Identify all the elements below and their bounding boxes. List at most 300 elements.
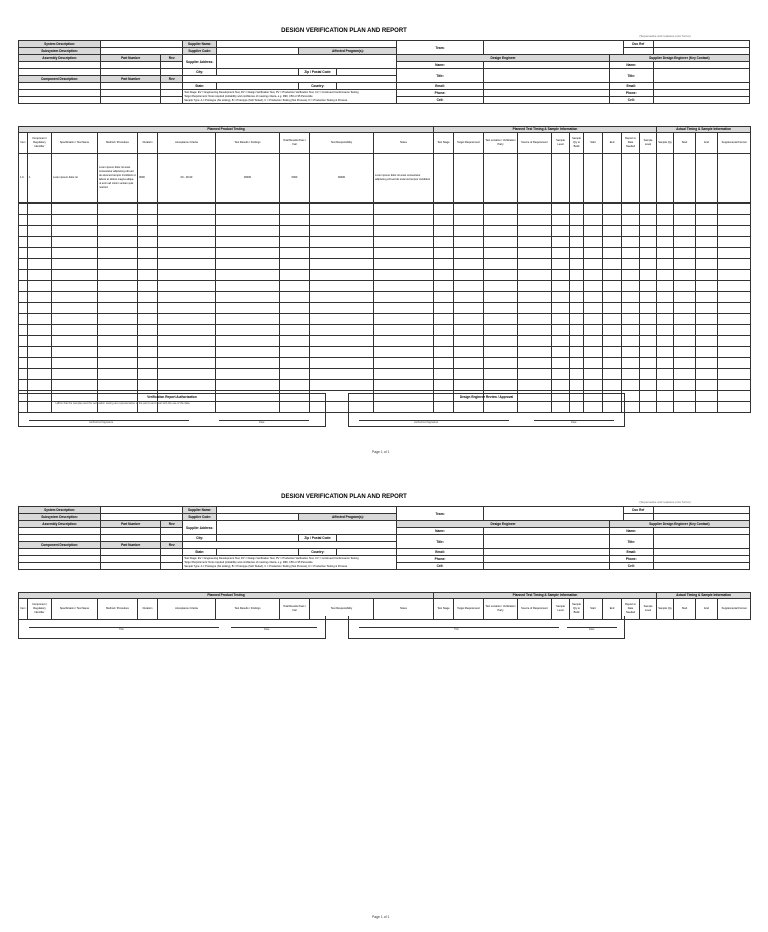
table-cell[interactable] [657, 336, 674, 347]
table-cell[interactable] [657, 402, 674, 413]
table-cell[interactable] [622, 270, 640, 281]
table-cell[interactable] [138, 237, 158, 248]
table-cell[interactable] [19, 204, 28, 215]
table-cell[interactable] [454, 259, 484, 270]
table-cell[interactable] [674, 325, 696, 336]
table-cell[interactable] [454, 226, 484, 237]
table-cell[interactable] [622, 248, 640, 259]
de-name-field[interactable] [483, 62, 609, 69]
table-cell[interactable] [518, 215, 552, 226]
component-part-field[interactable] [101, 549, 161, 556]
table-cell[interactable] [674, 402, 696, 413]
table-cell[interactable] [19, 347, 28, 358]
table-cell[interactable] [216, 226, 280, 237]
cell-empty[interactable] [518, 154, 552, 203]
table-cell[interactable] [718, 204, 751, 215]
table-cell[interactable] [674, 259, 696, 270]
table-cell[interactable] [640, 215, 657, 226]
table-cell[interactable] [434, 237, 454, 248]
table-cell[interactable] [158, 237, 216, 248]
table-cell[interactable] [552, 380, 570, 391]
table-cell[interactable] [158, 226, 216, 237]
table-cell[interactable] [584, 325, 603, 336]
table-cell[interactable] [374, 347, 434, 358]
zip-field[interactable] [337, 535, 397, 542]
p2-line-3[interactable] [359, 627, 559, 628]
component-desc-field-3[interactable] [19, 563, 101, 570]
assembly-desc-field[interactable] [19, 62, 101, 69]
table-cell[interactable] [718, 336, 751, 347]
se-title-field[interactable] [653, 69, 749, 83]
table-cell[interactable] [484, 281, 518, 292]
table-cell[interactable] [138, 347, 158, 358]
table-cell[interactable] [718, 215, 751, 226]
table-cell[interactable] [434, 226, 454, 237]
table-cell[interactable] [310, 347, 374, 358]
table-cell[interactable] [216, 215, 280, 226]
table-cell[interactable] [19, 248, 28, 259]
table-cell[interactable] [434, 303, 454, 314]
table-cell[interactable] [310, 325, 374, 336]
table-cell[interactable] [454, 347, 484, 358]
table-cell[interactable] [718, 358, 751, 369]
table-cell[interactable] [454, 369, 484, 380]
table-cell[interactable] [552, 270, 570, 281]
table-cell[interactable] [158, 270, 216, 281]
table-cell[interactable] [718, 314, 751, 325]
table-cell[interactable] [98, 358, 138, 369]
date-field[interactable] [653, 514, 749, 521]
table-cell[interactable] [570, 259, 584, 270]
table-cell[interactable] [570, 292, 584, 303]
table-cell[interactable] [98, 215, 138, 226]
table-cell[interactable] [518, 292, 552, 303]
table-cell[interactable] [570, 215, 584, 226]
table-cell[interactable] [98, 303, 138, 314]
table-cell[interactable] [98, 347, 138, 358]
table-cell[interactable] [640, 292, 657, 303]
table-cell[interactable] [52, 314, 98, 325]
table-cell[interactable] [484, 380, 518, 391]
table-cell[interactable] [640, 259, 657, 270]
table-cell[interactable] [138, 369, 158, 380]
component-desc-field-3[interactable] [19, 97, 101, 104]
component-desc-field-2[interactable] [19, 556, 101, 563]
table-cell[interactable] [696, 215, 718, 226]
table-cell[interactable] [216, 270, 280, 281]
table-cell[interactable] [52, 325, 98, 336]
table-cell[interactable] [454, 270, 484, 281]
table-cell[interactable] [374, 303, 434, 314]
table-cell[interactable] [138, 248, 158, 259]
table-cell[interactable] [28, 303, 52, 314]
cell-test-responsibility[interactable]: 00000 [310, 154, 374, 203]
table-cell[interactable] [310, 237, 374, 248]
table-cell[interactable] [657, 358, 674, 369]
table-cell[interactable] [374, 281, 434, 292]
table-cell[interactable] [570, 336, 584, 347]
table-cell[interactable] [28, 237, 52, 248]
table-cell[interactable] [518, 237, 552, 248]
table-cell[interactable] [280, 248, 310, 259]
table-cell[interactable] [718, 270, 751, 281]
table-cell[interactable] [158, 292, 216, 303]
table-cell[interactable] [280, 226, 310, 237]
table-cell[interactable] [310, 226, 374, 237]
table-cell[interactable] [584, 259, 603, 270]
table-cell[interactable] [434, 336, 454, 347]
table-cell[interactable] [216, 292, 280, 303]
table-cell[interactable] [19, 259, 28, 270]
table-cell[interactable] [28, 292, 52, 303]
table-cell[interactable] [434, 204, 454, 215]
table-cell[interactable] [603, 369, 622, 380]
component-rev-field-2[interactable] [161, 556, 183, 563]
address-line-field[interactable] [183, 542, 397, 549]
table-cell[interactable] [434, 314, 454, 325]
table-cell[interactable] [138, 281, 158, 292]
table-cell[interactable] [28, 204, 52, 215]
table-cell[interactable] [52, 292, 98, 303]
table-cell[interactable] [28, 270, 52, 281]
table-cell[interactable] [603, 226, 622, 237]
table-cell[interactable] [603, 237, 622, 248]
table-cell[interactable] [158, 347, 216, 358]
table-cell[interactable] [570, 237, 584, 248]
cell-empty[interactable] [622, 154, 640, 203]
table-cell[interactable] [552, 237, 570, 248]
table-cell[interactable] [19, 336, 28, 347]
table-cell[interactable] [603, 336, 622, 347]
table-cell[interactable] [19, 215, 28, 226]
table-cell[interactable] [19, 314, 28, 325]
table-cell[interactable] [584, 314, 603, 325]
table-cell[interactable] [374, 358, 434, 369]
table-cell[interactable] [622, 226, 640, 237]
table-cell[interactable] [216, 303, 280, 314]
table-cell[interactable] [674, 380, 696, 391]
table-cell[interactable] [622, 314, 640, 325]
table-cell[interactable] [434, 380, 454, 391]
supplier-code-field[interactable] [217, 514, 299, 521]
table-cell[interactable] [28, 358, 52, 369]
table-cell[interactable] [718, 259, 751, 270]
component-desc-field[interactable] [19, 83, 101, 90]
table-cell[interactable] [518, 259, 552, 270]
table-cell[interactable] [622, 336, 640, 347]
table-cell[interactable] [603, 215, 622, 226]
table-cell[interactable] [374, 237, 434, 248]
table-cell[interactable] [434, 358, 454, 369]
table-cell[interactable] [718, 237, 751, 248]
table-cell[interactable] [98, 314, 138, 325]
table-cell[interactable] [310, 314, 374, 325]
table-cell[interactable] [310, 281, 374, 292]
table-cell[interactable] [696, 303, 718, 314]
table-cell[interactable] [434, 215, 454, 226]
table-cell[interactable] [674, 369, 696, 380]
table-cell[interactable] [696, 226, 718, 237]
table-cell[interactable] [434, 292, 454, 303]
table-cell[interactable] [484, 336, 518, 347]
cell-empty[interactable] [657, 154, 674, 203]
table-cell[interactable] [640, 380, 657, 391]
table-cell[interactable] [158, 259, 216, 270]
table-cell[interactable] [640, 303, 657, 314]
table-cell[interactable] [52, 369, 98, 380]
table-cell[interactable] [280, 369, 310, 380]
table-cell[interactable] [696, 204, 718, 215]
table-cell[interactable] [484, 215, 518, 226]
table-cell[interactable] [674, 204, 696, 215]
table-cell[interactable] [640, 226, 657, 237]
table-cell[interactable] [19, 281, 28, 292]
table-cell[interactable] [28, 336, 52, 347]
table-cell[interactable] [52, 215, 98, 226]
table-cell[interactable] [374, 369, 434, 380]
table-cell[interactable] [158, 380, 216, 391]
table-cell[interactable] [674, 292, 696, 303]
table-cell[interactable] [484, 237, 518, 248]
city-field[interactable] [217, 69, 299, 76]
table-cell[interactable] [374, 314, 434, 325]
table-cell[interactable] [98, 336, 138, 347]
table-cell[interactable] [216, 314, 280, 325]
cell-duration[interactable]: 0000 [138, 154, 158, 203]
table-cell[interactable] [657, 369, 674, 380]
table-cell[interactable] [603, 325, 622, 336]
component-desc-field-2[interactable] [19, 90, 101, 97]
table-cell[interactable] [434, 347, 454, 358]
assembly-part-field-2[interactable] [101, 535, 161, 542]
assembly-rev-field-2[interactable] [161, 69, 183, 76]
table-cell[interactable] [52, 270, 98, 281]
p2-line-2[interactable] [231, 627, 317, 628]
table-cell[interactable] [552, 281, 570, 292]
table-cell[interactable] [98, 270, 138, 281]
se-title-field[interactable] [653, 535, 749, 549]
se-name-field[interactable] [653, 528, 749, 535]
table-cell[interactable] [570, 270, 584, 281]
table-cell[interactable] [640, 391, 657, 402]
table-cell[interactable] [310, 248, 374, 259]
table-cell[interactable] [138, 380, 158, 391]
table-cell[interactable] [138, 325, 158, 336]
cell-empty[interactable] [640, 154, 657, 203]
table-cell[interactable] [657, 391, 674, 402]
table-cell[interactable] [696, 259, 718, 270]
table-cell[interactable] [696, 336, 718, 347]
table-cell[interactable] [98, 237, 138, 248]
table-cell[interactable] [570, 226, 584, 237]
table-cell[interactable] [310, 369, 374, 380]
table-cell[interactable] [454, 358, 484, 369]
table-cell[interactable] [718, 402, 751, 413]
table-cell[interactable] [674, 237, 696, 248]
table-cell[interactable] [657, 303, 674, 314]
table-cell[interactable] [640, 369, 657, 380]
table-cell[interactable] [584, 292, 603, 303]
table-cell[interactable] [570, 358, 584, 369]
doc-ref-field[interactable] [653, 507, 749, 514]
table-cell[interactable] [584, 358, 603, 369]
table-cell[interactable] [622, 281, 640, 292]
table-cell[interactable] [603, 314, 622, 325]
table-cell[interactable] [622, 325, 640, 336]
table-cell[interactable] [552, 303, 570, 314]
table-cell[interactable] [28, 369, 52, 380]
de-phone-field[interactable] [483, 90, 609, 97]
table-cell[interactable] [374, 270, 434, 281]
table-cell[interactable] [52, 358, 98, 369]
table-cell[interactable] [603, 347, 622, 358]
assembly-desc-field-2[interactable] [19, 69, 101, 76]
de-title-field[interactable] [483, 535, 609, 549]
table-cell[interactable] [310, 270, 374, 281]
table-cell[interactable] [484, 369, 518, 380]
table-cell[interactable] [657, 347, 674, 358]
table-cell[interactable] [570, 347, 584, 358]
country-field[interactable] [337, 83, 397, 90]
table-cell[interactable] [310, 336, 374, 347]
table-cell[interactable] [696, 314, 718, 325]
table-cell[interactable] [52, 204, 98, 215]
table-cell[interactable] [570, 314, 584, 325]
table-cell[interactable] [674, 358, 696, 369]
cell-pass-fail[interactable]: 0000 [280, 154, 310, 203]
table-cell[interactable] [584, 347, 603, 358]
table-cell[interactable] [216, 325, 280, 336]
table-cell[interactable] [484, 292, 518, 303]
table-cell[interactable] [657, 314, 674, 325]
table-cell[interactable] [138, 292, 158, 303]
table-cell[interactable] [310, 204, 374, 215]
table-cell[interactable] [640, 336, 657, 347]
table-cell[interactable] [603, 281, 622, 292]
table-cell[interactable] [696, 391, 718, 402]
table-cell[interactable] [434, 259, 454, 270]
table-cell[interactable] [434, 325, 454, 336]
table-cell[interactable] [657, 292, 674, 303]
table-cell[interactable] [98, 292, 138, 303]
table-cell[interactable] [310, 303, 374, 314]
table-cell[interactable] [552, 215, 570, 226]
table-cell[interactable] [19, 237, 28, 248]
table-cell[interactable] [484, 347, 518, 358]
table-cell[interactable] [584, 270, 603, 281]
table-cell[interactable] [622, 215, 640, 226]
table-cell[interactable] [484, 248, 518, 259]
table-cell[interactable] [603, 303, 622, 314]
table-cell[interactable] [374, 215, 434, 226]
table-cell[interactable] [138, 358, 158, 369]
table-cell[interactable] [280, 215, 310, 226]
table-cell[interactable] [98, 248, 138, 259]
table-cell[interactable] [657, 226, 674, 237]
supplier-address-field[interactable] [217, 521, 397, 535]
table-cell[interactable] [52, 237, 98, 248]
assembly-part-field[interactable] [101, 528, 161, 535]
table-cell[interactable] [138, 204, 158, 215]
table-cell[interactable] [98, 259, 138, 270]
table-cell[interactable] [674, 303, 696, 314]
table-cell[interactable] [518, 336, 552, 347]
table-cell[interactable] [28, 259, 52, 270]
table-cell[interactable] [718, 347, 751, 358]
table-cell[interactable] [28, 226, 52, 237]
cell-method[interactable]: Lorem ipsum dolor sit amet consectetur adipiscing elit sed do eiusmod tempor incididunt ut labore et dolore magna aliqua ut enim ad minim veniam quis nostrud [98, 154, 138, 203]
table-cell[interactable] [454, 336, 484, 347]
table-cell[interactable] [19, 303, 28, 314]
table-cell[interactable] [28, 314, 52, 325]
table-cell[interactable] [138, 314, 158, 325]
table-cell[interactable] [570, 325, 584, 336]
table-cell[interactable] [19, 369, 28, 380]
table-cell[interactable] [518, 281, 552, 292]
table-cell[interactable] [216, 237, 280, 248]
table-cell[interactable] [28, 347, 52, 358]
subsystem-desc-field[interactable] [101, 514, 183, 521]
supplier-code-field[interactable] [217, 48, 299, 55]
doc-ref-field[interactable] [653, 41, 749, 48]
table-cell[interactable] [570, 248, 584, 259]
table-cell[interactable] [280, 303, 310, 314]
table-cell[interactable] [454, 380, 484, 391]
de-name-field[interactable] [483, 528, 609, 535]
table-cell[interactable] [518, 369, 552, 380]
table-cell[interactable] [622, 303, 640, 314]
cell-empty[interactable] [603, 154, 622, 203]
table-cell[interactable] [584, 281, 603, 292]
table-cell[interactable] [280, 380, 310, 391]
team-field[interactable] [483, 41, 623, 55]
table-cell[interactable] [310, 215, 374, 226]
de-cell-field[interactable] [483, 563, 609, 570]
table-cell[interactable] [434, 369, 454, 380]
table-cell[interactable] [584, 380, 603, 391]
table-cell[interactable] [19, 226, 28, 237]
cell-empty[interactable] [552, 154, 570, 203]
assembly-rev-field-2[interactable] [161, 535, 183, 542]
table-cell[interactable] [603, 270, 622, 281]
table-cell[interactable] [52, 347, 98, 358]
table-cell[interactable] [28, 380, 52, 391]
table-cell[interactable] [622, 204, 640, 215]
component-rev-field-2[interactable] [161, 90, 183, 97]
table-cell[interactable] [674, 391, 696, 402]
table-cell[interactable] [696, 281, 718, 292]
cell-empty[interactable] [570, 154, 584, 203]
table-cell[interactable] [696, 325, 718, 336]
table-cell[interactable] [138, 270, 158, 281]
component-rev-field-3[interactable] [161, 563, 183, 570]
table-cell[interactable] [454, 248, 484, 259]
table-cell[interactable] [216, 248, 280, 259]
table-cell[interactable] [696, 347, 718, 358]
assembly-rev-field[interactable] [161, 62, 183, 69]
de-email-field[interactable] [483, 549, 609, 556]
table-cell[interactable] [570, 380, 584, 391]
state-field[interactable] [217, 549, 299, 556]
table-cell[interactable] [603, 358, 622, 369]
table-cell[interactable] [584, 248, 603, 259]
supplier-address-field[interactable] [217, 55, 397, 69]
table-cell[interactable] [674, 281, 696, 292]
rev-date-field[interactable] [623, 514, 653, 521]
component-part-field[interactable] [101, 83, 161, 90]
date-field[interactable] [653, 48, 749, 55]
table-cell[interactable] [138, 259, 158, 270]
